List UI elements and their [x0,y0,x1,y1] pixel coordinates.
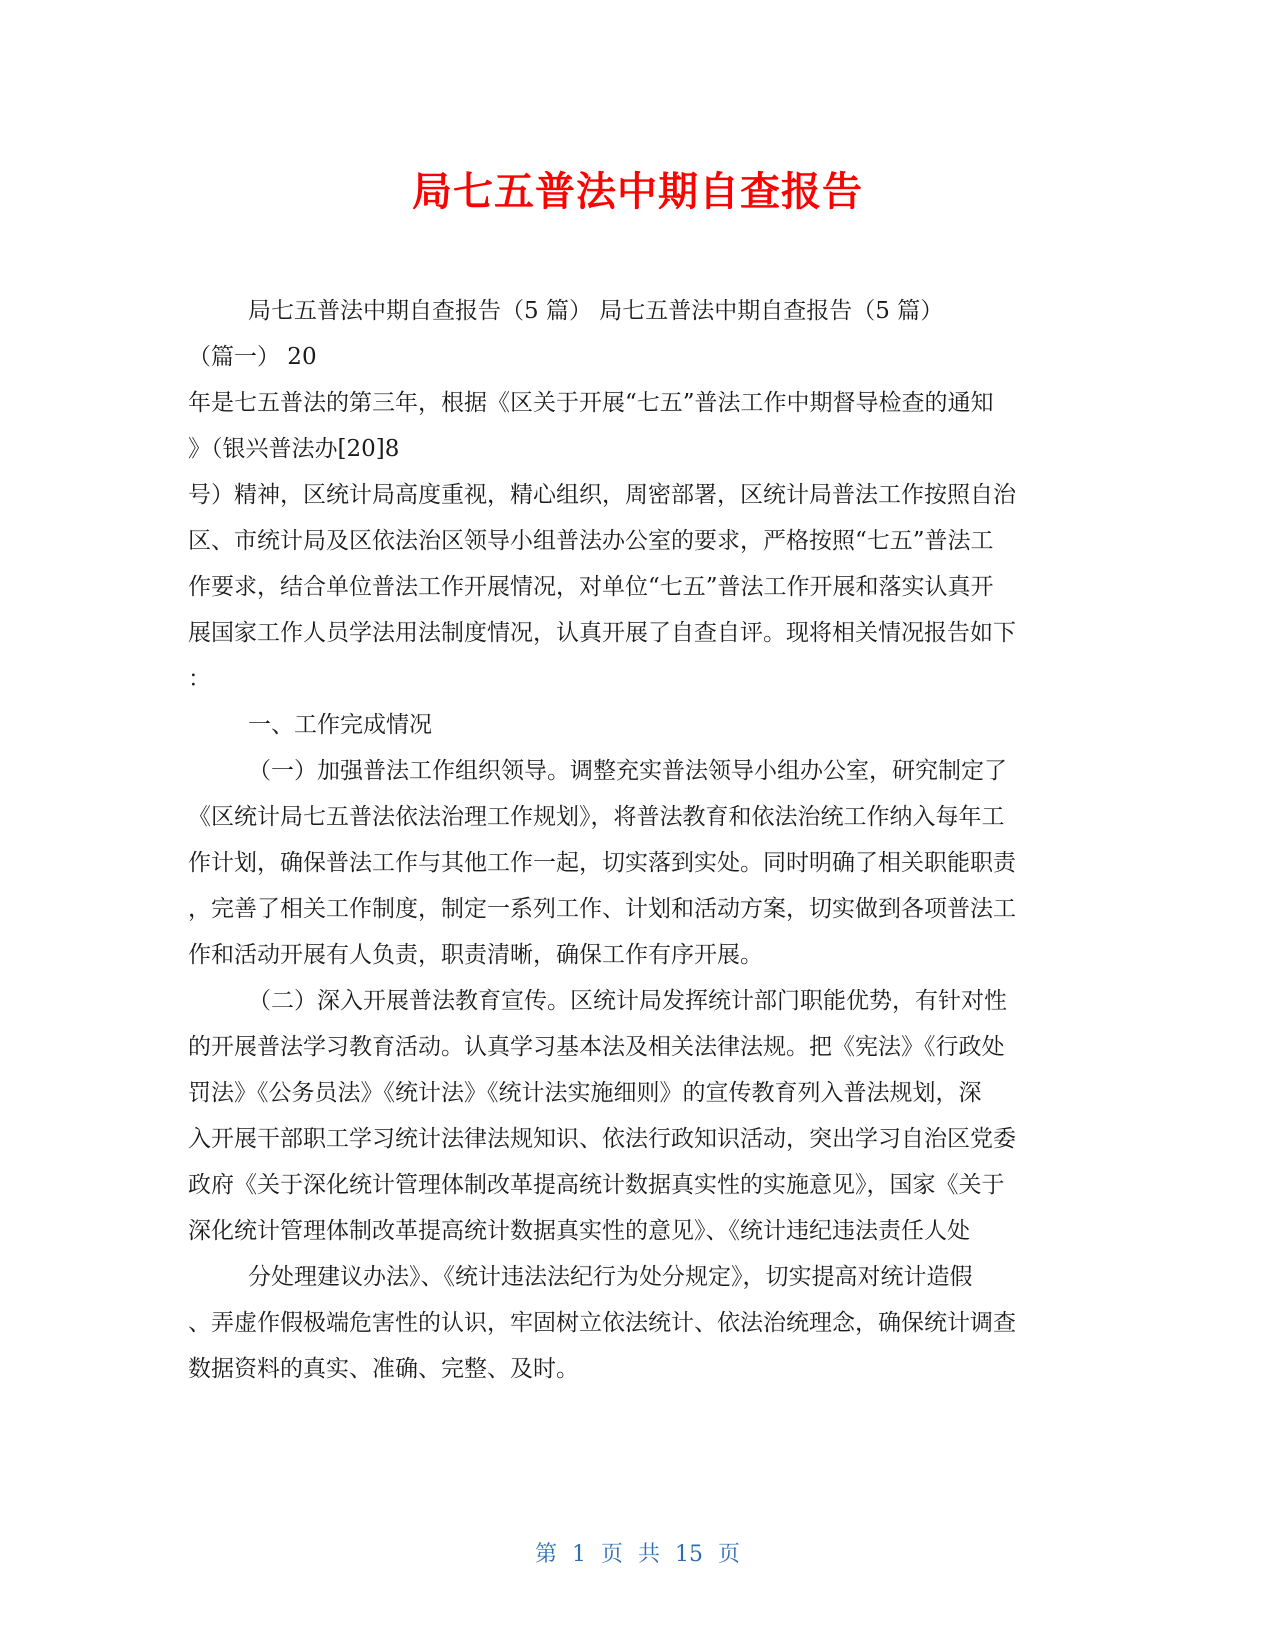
text-line: 局七五普法中期自查报告（5 篇） 局七五普法中期自查报告（5 篇） [248,298,944,324]
text-line: 政府《关于深化统计管理体制改革提高统计数据真实性的实施意见》，国家《关于 [188,1172,1005,1198]
text-line: 展国家工作人员学法用法制度情况，认真开展了自查自评。现将相关情况报告如下 [188,620,1016,646]
text-line: 区、市统计局及区依法治区领导小组普法办公室的要求，严格按照“七五”普法工 [188,528,994,554]
page-label-mid: 页 [600,1542,623,1567]
page-label-prefix: 第 [534,1542,557,1567]
page-footer [0,1537,1275,1568]
text-line: 作要求，结合单位普法工作开展情况，对单位“七五”普法工作开展和落实认真开 [188,574,994,600]
text-line: 分处理建议办法》、《统计违法法纪行为处分规定》，切实提高对统计造假 [248,1264,973,1290]
text-line: 》（银兴普法办[20]8 [188,436,400,462]
section-heading: 一、工作完成情况 [248,712,432,738]
text-line: 年是七五普法的第三年，根据《区关于开展“七五”普法工作中期督导检查的通知 [188,390,994,416]
total-label: 共 [638,1542,661,1567]
current-page-number: 1 [571,1542,586,1567]
text-line: ，完善了相关工作制度，制定一系列工作、计划和活动方案，切实做到各项普法工 [188,896,1016,922]
text-line: 、弄虚作假极端危害性的认识，牢固树立依法统计、依法治统理念，确保统计调查 [188,1310,1016,1336]
text-line: 的开展普法学习教育活动。认真学习基本法及相关法律法规。把《宪法》《行政处 [188,1034,1005,1060]
text-line: 深化统计管理体制改革提高统计数据真实性的意见》、《统计违纪违法责任人处 [188,1218,970,1244]
text-line: 数据资料的真实、准确、完整、及时。 [188,1356,579,1382]
text-line: 《区统计局七五普法依法治理工作规划》，将普法教育和依法治统工作纳入每年工 [188,804,1005,830]
text-line: （一）加强普法工作组织领导。调整充实普法领导小组办公室，研究制定了 [248,758,1007,784]
text-line: 号）精神，区统计局高度重视，精心组织，周密部署，区统计局普法工作按照自治 [188,482,1016,508]
text-line: 入开展干部职工学习统计法律法规知识、依法行政知识活动，突出学习自治区党委 [188,1126,1016,1152]
text-line: 作计划，确保普法工作与其他工作一起，切实落到实处。同时明确了相关职能职责 [188,850,1016,876]
text-line: （篇一） 20 [188,344,317,370]
text-line: 罚法》《公务员法》《统计法》《统计法实施细则》的宣传教育列入普法规划，深 [188,1080,982,1106]
document-title: 局七五普法中期自查报告 [412,169,863,215]
text-line: 作和活动开展有人负责，职责清晰，确保工作有序开展。 [188,942,763,968]
text-line: ： [188,666,211,692]
text-line: （二）深入开展普法教育宣传。区统计局发挥统计部门职能优势，有针对性 [248,988,1007,1014]
page-label-suffix: 页 [718,1542,741,1567]
total-pages-number: 15 [675,1542,704,1567]
